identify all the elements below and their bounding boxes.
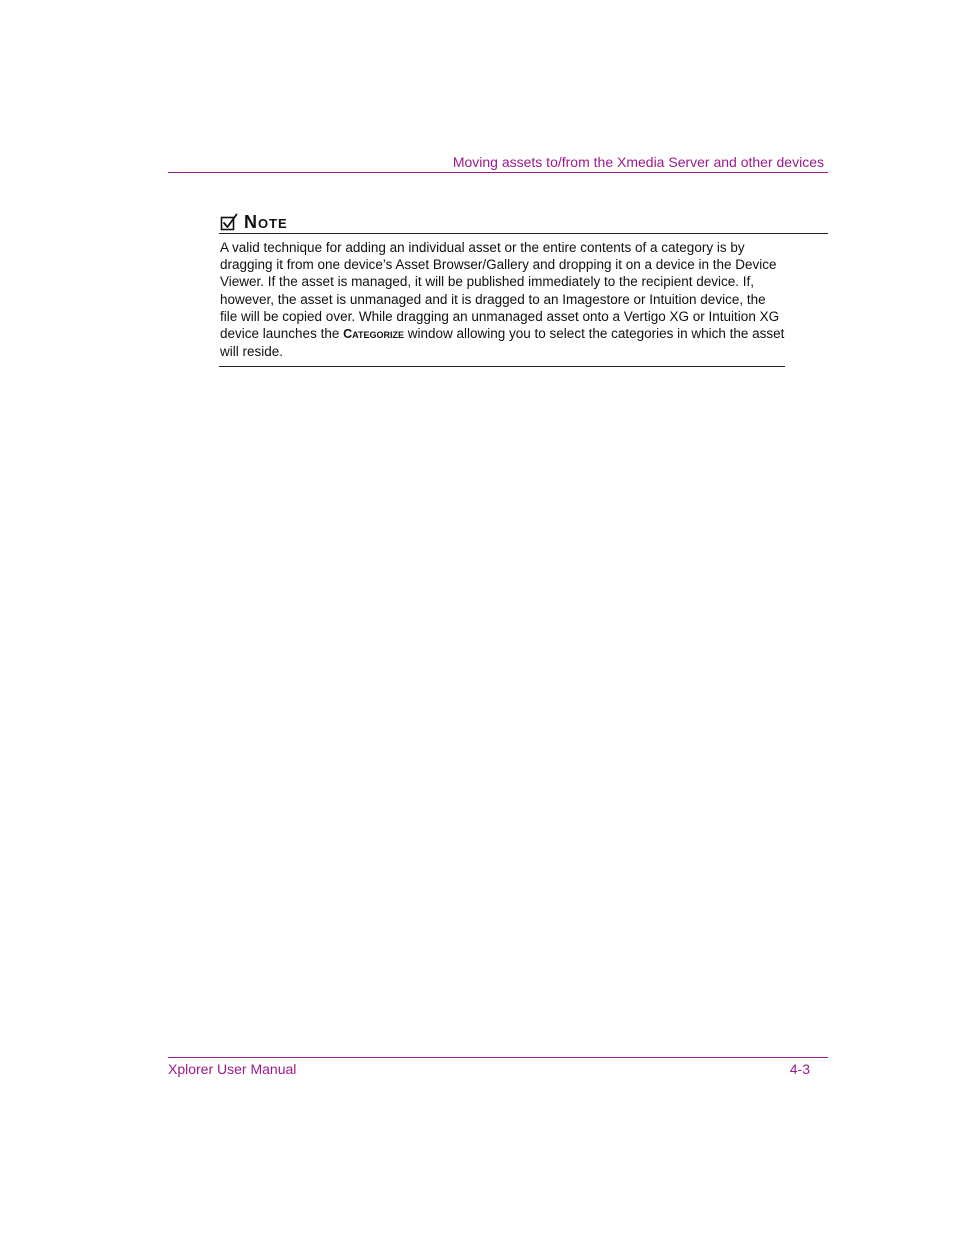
note-body <box>219 234 785 367</box>
checkbox-checked-icon <box>220 213 238 231</box>
note-categorize-term: Categorize <box>343 327 404 342</box>
note-heading <box>219 210 828 234</box>
page-footer <box>168 1057 828 1080</box>
note-label: Note <box>244 212 288 232</box>
running-header-title: Moving assets to/from the Xmedia Server and other devices <box>452 154 824 170</box>
footer-manual-title: Xplorer User Manual <box>168 1061 297 1077</box>
footer-page-number: 4-3 <box>789 1061 810 1077</box>
note-text-part2: window allowing you to select the categories in which the asset will reside. <box>220 326 785 360</box>
note-paragraph <box>220 239 785 360</box>
note-box <box>219 210 828 367</box>
note-text-part1: A valid technique for adding an individual asset or the entire contents of a category is by dragging it from one device’s Asset Browser/Gallery and dropping it on a device in the Device Viewer. If the asset is managed, it will be published immediately to the recipient device. If, however, the asset is unmanaged and it is dragged to an Imagestore or Intuition device, the file will be copied over. While dragging an unmanaged asset onto a Vertigo XG or Intuition XG device launches the <box>220 240 780 342</box>
running-header <box>168 152 828 173</box>
